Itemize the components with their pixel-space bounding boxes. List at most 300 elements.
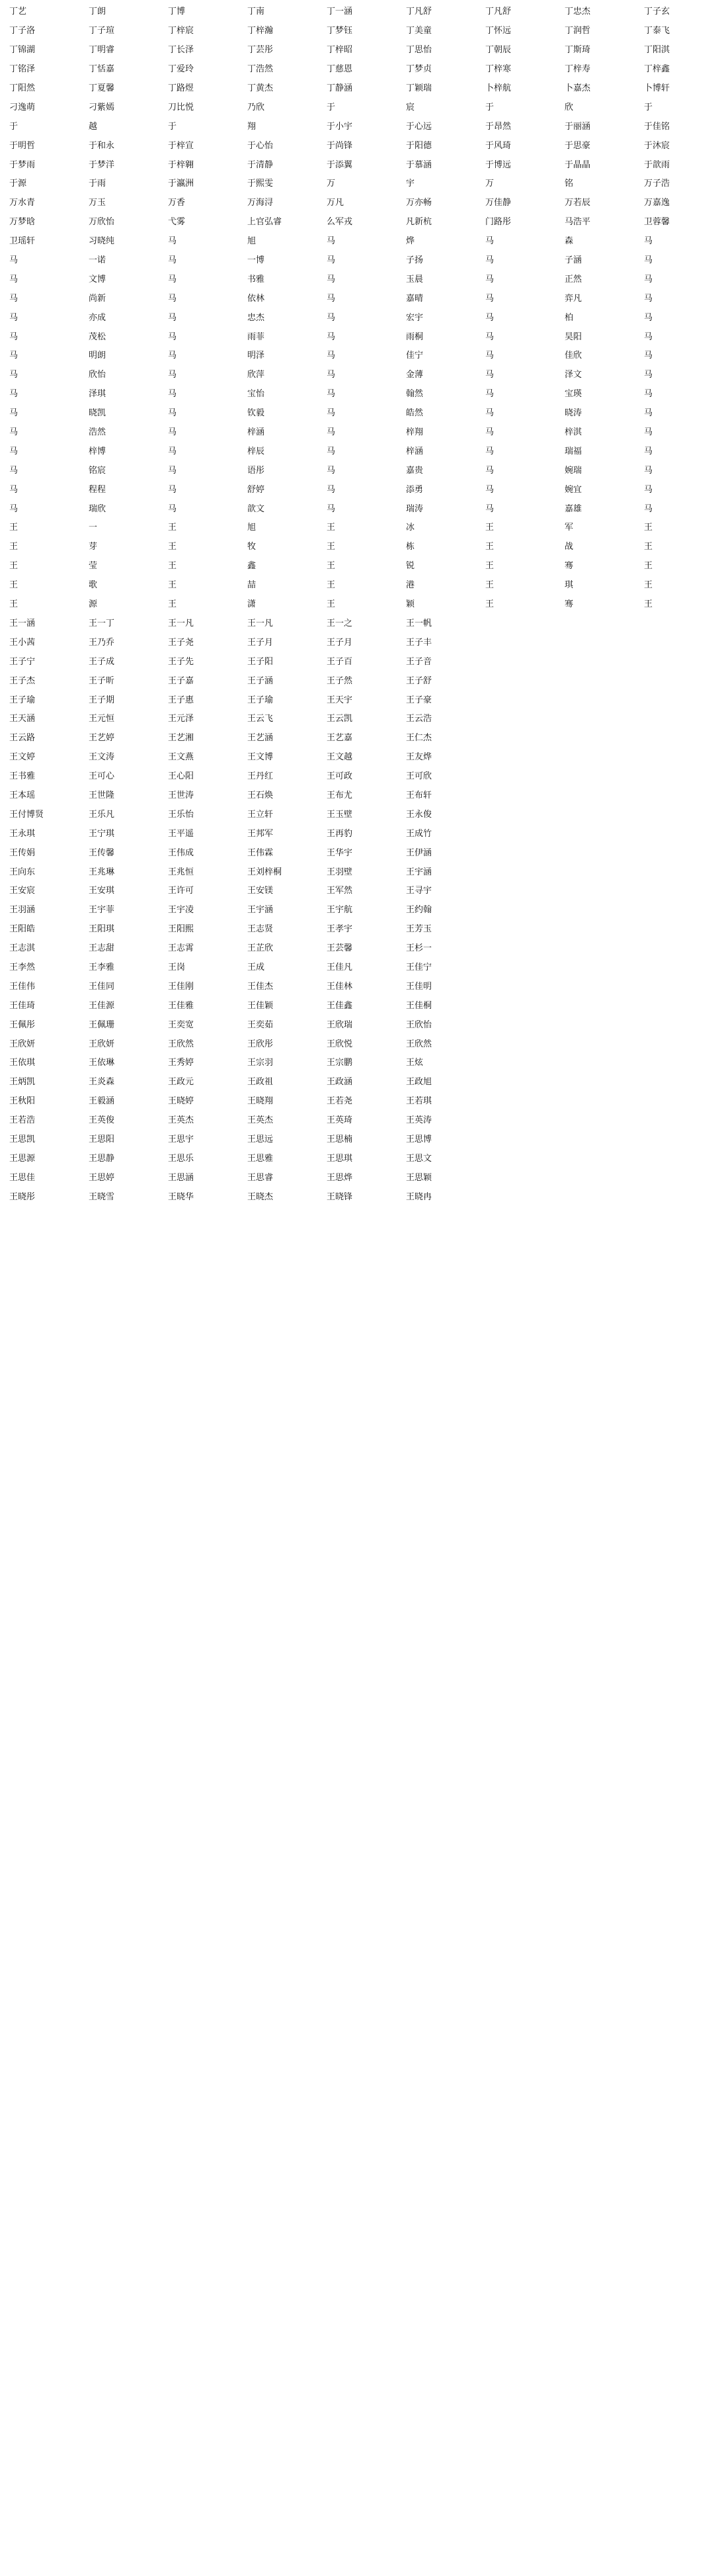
name-cell: 王奕宽 <box>168 1019 194 1030</box>
name-cell: 王文婷 <box>9 752 36 763</box>
name-cell: 军 <box>565 523 574 533</box>
name-cell: 瑞欣 <box>89 503 106 514</box>
name-cell: 万梦晗 <box>9 217 36 228</box>
name-cell: 于明哲 <box>9 140 36 151</box>
name-cell: 王阳熙 <box>168 924 194 935</box>
name-row <box>0 1092 714 1111</box>
name-cell: 栋 <box>406 542 415 552</box>
name-cell: 王宗鹏 <box>327 1058 353 1068</box>
name-cell: 王思楠 <box>327 1134 353 1144</box>
name-cell: 马 <box>644 351 653 361</box>
name-cell: 歌 <box>89 580 98 591</box>
name-cell: 王平遥 <box>168 828 194 839</box>
name-cell: 嘉贵 <box>406 465 424 476</box>
name-cell: 王佳源 <box>89 1000 115 1011</box>
name-cell: 王依琳 <box>89 1058 115 1068</box>
name-cell: 于心远 <box>406 121 432 132</box>
name-cell: 王思睿 <box>247 1172 274 1183</box>
name-cell: 梓辰 <box>247 446 265 456</box>
name-cell: 马 <box>644 274 653 284</box>
name-cell: 忠杰 <box>247 312 265 323</box>
name-cell: 程程 <box>89 484 106 495</box>
name-cell: 王子舒 <box>406 675 432 686</box>
name-cell: 丁忠杰 <box>565 7 591 17</box>
name-cell: 王思烨 <box>327 1172 353 1183</box>
name-cell: 牧 <box>247 542 257 552</box>
name-cell: 万水青 <box>9 198 36 208</box>
name-cell: 卫蓉馨 <box>644 217 670 228</box>
name-cell: 王 <box>9 580 19 591</box>
name-cell: 于丽涵 <box>565 121 591 132</box>
name-cell: 王奕茹 <box>247 1019 274 1030</box>
name-cell: 门路彤 <box>485 217 512 228</box>
name-cell: 王晓婷 <box>168 1096 194 1107</box>
name-cell: 王书雅 <box>9 771 36 782</box>
name-cell: 马 <box>327 370 336 380</box>
name-cell: 于清静 <box>247 159 274 170</box>
name-cell: 皓然 <box>406 408 424 419</box>
name-cell: 于瀛洲 <box>168 179 194 189</box>
name-cell: 子涵 <box>565 255 582 266</box>
name-row <box>0 1035 714 1054</box>
name-cell: 于梦雨 <box>9 159 36 170</box>
name-cell: 马 <box>485 503 495 514</box>
name-cell: 王一帆 <box>406 618 432 628</box>
name-cell: 王艺嘉 <box>327 733 353 744</box>
name-cell: 王思源 <box>9 1153 36 1164</box>
name-cell: 于尚锋 <box>327 140 353 151</box>
name-cell: 喆 <box>247 580 257 591</box>
name-cell: 马 <box>168 408 177 419</box>
name-cell: 王 <box>168 561 177 572</box>
name-cell: 马 <box>644 446 653 456</box>
name-cell: 万香 <box>168 198 186 208</box>
name-cell: 港 <box>406 580 415 591</box>
name-cell: 马 <box>9 465 19 476</box>
name-cell: 欣萍 <box>247 370 265 380</box>
name-cell: 马 <box>327 312 336 323</box>
name-cell: 于昂然 <box>485 121 512 132</box>
name-cell: 马 <box>485 389 495 400</box>
name-row <box>0 901 714 920</box>
name-cell: 王付博贤 <box>9 809 44 820</box>
name-cell: 王元恒 <box>89 714 115 724</box>
name-cell: 丁美童 <box>406 26 432 36</box>
name-row <box>0 1149 714 1168</box>
name-row <box>0 959 714 978</box>
name-row <box>0 442 714 461</box>
name-cell: 于 <box>644 102 653 112</box>
name-cell: 王友烨 <box>406 752 432 763</box>
name-cell: 王安镁 <box>247 886 274 896</box>
name-row <box>0 1073 714 1092</box>
name-row <box>0 843 714 863</box>
name-cell: 梓涵 <box>406 446 424 456</box>
name-cell: 王一凡 <box>247 618 274 628</box>
name-cell: 丁芸彤 <box>247 45 274 56</box>
name-row <box>0 939 714 959</box>
name-cell: 王世隆 <box>89 790 115 800</box>
name-cell: 王成竹 <box>406 828 432 839</box>
name-cell: 王思宇 <box>168 1134 194 1144</box>
name-cell: 王宁琪 <box>89 828 115 839</box>
name-cell: 王艺涵 <box>247 733 274 744</box>
name-row <box>0 461 714 480</box>
name-cell: 王芳玉 <box>406 924 432 935</box>
name-cell: 丁凡舒 <box>406 7 432 17</box>
name-cell: 马 <box>168 293 177 304</box>
name-row <box>0 385 714 404</box>
name-row <box>0 308 714 327</box>
name-cell: 铭宸 <box>89 465 106 476</box>
name-cell: 王永琪 <box>9 828 36 839</box>
name-cell: 卜博轩 <box>644 83 670 93</box>
name-cell: 万欣怡 <box>89 217 115 228</box>
name-cell: 王军然 <box>327 886 353 896</box>
name-cell: 王思颖 <box>406 1172 432 1183</box>
name-row <box>0 787 714 806</box>
name-cell: 王乐凡 <box>89 809 115 820</box>
name-cell: 源 <box>89 599 98 610</box>
name-row <box>0 175 714 194</box>
name-cell: 王 <box>327 580 336 591</box>
name-cell: 王志淇 <box>9 943 36 954</box>
name-cell: 丁博 <box>168 7 186 17</box>
name-cell: 王元泽 <box>168 714 194 724</box>
name-cell: 于 <box>485 102 495 112</box>
name-cell: 语彤 <box>247 465 265 476</box>
name-row <box>0 519 714 538</box>
name-cell: 王佩彤 <box>9 1019 36 1030</box>
name-cell: 马 <box>644 427 653 438</box>
name-cell: 丁梓寒 <box>485 64 512 75</box>
name-cell: 一博 <box>247 255 265 266</box>
name-cell: 王志霄 <box>168 943 194 954</box>
name-cell: 王思远 <box>247 1134 274 1144</box>
name-cell: 冰 <box>406 523 415 533</box>
name-cell: 王 <box>9 561 19 572</box>
name-cell: 马 <box>168 484 177 495</box>
name-cell: 马 <box>168 236 177 247</box>
name-cell: 于心怡 <box>247 140 274 151</box>
name-row <box>0 691 714 710</box>
name-cell: 马 <box>327 351 336 361</box>
name-row <box>0 79 714 99</box>
name-cell: 王布轩 <box>406 790 432 800</box>
name-cell: 丁艺 <box>9 7 27 17</box>
name-cell: 万海浔 <box>247 198 274 208</box>
name-cell: 丁长泽 <box>168 45 194 56</box>
name-cell: 王晓彤 <box>9 1191 36 1202</box>
name-cell: 王一之 <box>327 618 353 628</box>
name-cell: 于 <box>9 121 19 132</box>
name-row <box>0 251 714 271</box>
name-cell: 于梓翱 <box>168 159 194 170</box>
name-cell: 王向东 <box>9 867 36 877</box>
name-cell: 马 <box>644 236 653 247</box>
name-cell: 雨桐 <box>406 331 424 342</box>
name-row <box>0 710 714 729</box>
name-cell: 王传娟 <box>9 847 36 858</box>
name-cell: 柏 <box>565 312 574 323</box>
name-cell: 晓涛 <box>565 408 582 419</box>
name-cell: 王乐怡 <box>168 809 194 820</box>
name-cell: 马 <box>485 255 495 266</box>
name-cell: 王欣然 <box>168 1039 194 1049</box>
name-cell: 马 <box>644 465 653 476</box>
name-cell: 王炎森 <box>89 1077 115 1088</box>
name-grid <box>0 0 714 1207</box>
name-cell: 王 <box>327 599 336 610</box>
name-cell: 丁朗 <box>89 7 106 17</box>
name-cell: 王欣妍 <box>9 1039 36 1049</box>
name-row <box>0 404 714 423</box>
name-cell: 王可欣 <box>406 771 432 782</box>
name-cell: 马 <box>644 484 653 495</box>
name-cell: 王可心 <box>89 771 115 782</box>
name-cell: 王子然 <box>327 675 353 686</box>
name-cell: 王佳林 <box>327 981 353 992</box>
name-cell: 王一丁 <box>89 618 115 628</box>
name-cell: 马 <box>168 351 177 361</box>
name-cell: 于源 <box>9 179 27 189</box>
name-cell: 卫瑶轩 <box>9 236 36 247</box>
name-cell: 万亦畅 <box>406 198 432 208</box>
name-cell: 马 <box>327 274 336 284</box>
name-cell: 王云浩 <box>406 714 432 724</box>
name-cell: 王乃乔 <box>89 637 115 648</box>
name-cell: 丁润哲 <box>565 26 591 36</box>
name-cell: 马 <box>327 484 336 495</box>
name-cell: 马 <box>644 370 653 380</box>
name-cell: 刁紫嫣 <box>89 102 115 112</box>
name-cell: 晓凯 <box>89 408 106 419</box>
name-cell: 莹 <box>89 561 98 572</box>
name-cell: 丁梓瀚 <box>247 26 274 36</box>
name-row <box>0 1054 714 1073</box>
name-cell: 丁路煜 <box>168 83 194 93</box>
name-cell: 马 <box>9 274 19 284</box>
name-cell: 马浩平 <box>565 217 591 228</box>
name-row <box>0 996 714 1015</box>
name-cell: 王云路 <box>9 733 36 744</box>
name-row <box>0 22 714 41</box>
name-cell: 王子丰 <box>406 637 432 648</box>
name-cell: 王传馨 <box>89 847 115 858</box>
name-cell: 丁子洛 <box>9 26 36 36</box>
name-cell: 王思乐 <box>168 1153 194 1164</box>
name-cell: 王子惠 <box>168 695 194 705</box>
name-cell: 王永俊 <box>406 809 432 820</box>
name-cell: 王依琪 <box>9 1058 36 1068</box>
name-cell: 王文越 <box>327 752 353 763</box>
name-cell: 马 <box>485 427 495 438</box>
name-cell: 王再豹 <box>327 828 353 839</box>
name-cell: 王佩珊 <box>89 1019 115 1030</box>
name-cell: 王世涛 <box>168 790 194 800</box>
name-cell: 马 <box>644 503 653 514</box>
name-cell: 王 <box>644 561 653 572</box>
name-cell: 王佳琦 <box>9 1000 36 1011</box>
name-cell: 于阳德 <box>406 140 432 151</box>
name-cell: 丁朝辰 <box>485 45 512 56</box>
name-row <box>0 748 714 767</box>
name-cell: 王若尧 <box>327 1096 353 1107</box>
name-cell: 王布尤 <box>327 790 353 800</box>
name-cell: 王 <box>485 599 495 610</box>
name-cell: 王子涵 <box>247 675 274 686</box>
name-cell: 马 <box>485 465 495 476</box>
name-cell: 王炫 <box>406 1058 424 1068</box>
name-cell: 亦成 <box>89 312 106 323</box>
name-cell: 王思阳 <box>89 1134 115 1144</box>
name-cell: 明泽 <box>247 351 265 361</box>
name-cell: 马 <box>485 274 495 284</box>
name-cell: 森 <box>565 236 574 247</box>
name-cell: 万嘉逸 <box>644 198 670 208</box>
name-cell: 卜嘉杰 <box>565 83 591 93</box>
name-row <box>0 652 714 671</box>
name-cell: 王 <box>9 523 19 533</box>
name-row <box>0 232 714 251</box>
name-cell: 王佳雅 <box>168 1000 194 1011</box>
name-cell: 于小宇 <box>327 121 353 132</box>
name-cell: 王宇涵 <box>247 905 274 916</box>
name-cell: 王文博 <box>247 752 274 763</box>
name-cell: 王子瑜 <box>9 695 36 705</box>
name-cell: 于晶晶 <box>565 159 591 170</box>
name-cell: 潇 <box>247 599 257 610</box>
name-cell: 王 <box>168 542 177 552</box>
name-cell: 文博 <box>89 274 106 284</box>
name-cell: 佳宁 <box>406 351 424 361</box>
name-cell: 欣 <box>565 102 574 112</box>
name-cell: 马 <box>327 255 336 266</box>
name-cell: 王晓翔 <box>247 1096 274 1107</box>
name-cell: 于慕涵 <box>406 159 432 170</box>
name-cell: 王政元 <box>168 1077 194 1088</box>
name-cell: 马 <box>327 293 336 304</box>
name-cell: 丁锦湖 <box>9 45 36 56</box>
name-cell: 马 <box>9 427 19 438</box>
name-cell: 王 <box>9 542 19 552</box>
name-cell: 王李然 <box>9 962 36 972</box>
name-cell: 王 <box>644 599 653 610</box>
name-cell: 王 <box>644 523 653 533</box>
name-cell: 刀比悦 <box>168 102 194 112</box>
name-cell: 浩然 <box>89 427 106 438</box>
name-cell: 王文涛 <box>89 752 115 763</box>
name-cell: 王 <box>644 542 653 552</box>
name-cell: 王芸馨 <box>327 943 353 954</box>
name-cell: 马 <box>9 331 19 342</box>
name-cell: 马 <box>9 351 19 361</box>
name-row <box>0 1168 714 1187</box>
name-cell: 于和永 <box>89 140 115 151</box>
name-cell: 王伟成 <box>168 847 194 858</box>
name-cell: 王英杰 <box>168 1115 194 1126</box>
name-cell: 马 <box>168 446 177 456</box>
name-cell: 于添翼 <box>327 159 353 170</box>
name-cell: 王艺婷 <box>89 733 115 744</box>
name-cell: 丁阳淇 <box>644 45 670 56</box>
name-cell: 王 <box>9 599 19 610</box>
name-row <box>0 595 714 615</box>
name-cell: 王欣妍 <box>89 1039 115 1049</box>
name-row <box>0 1015 714 1035</box>
name-cell: 王一凡 <box>168 618 194 628</box>
name-cell: 丁梓昭 <box>327 45 353 56</box>
name-row <box>0 671 714 691</box>
name-cell: 万 <box>485 179 495 189</box>
name-cell: 于博远 <box>485 159 512 170</box>
name-cell: 王许可 <box>168 886 194 896</box>
name-cell: 王志贤 <box>247 924 274 935</box>
name-row <box>0 60 714 79</box>
name-cell: 芽 <box>89 542 98 552</box>
name-cell: 王思文 <box>406 1153 432 1164</box>
name-cell: 嘉晴 <box>406 293 424 304</box>
name-cell: 茂松 <box>89 331 106 342</box>
name-cell: 王佳明 <box>406 981 432 992</box>
name-cell: 丁梦贞 <box>406 64 432 75</box>
name-cell: 王欣悦 <box>327 1039 353 1049</box>
name-cell: 王炳凯 <box>9 1077 36 1088</box>
name-cell: 王秋阳 <box>9 1096 36 1107</box>
name-cell: 王佳凡 <box>327 962 353 972</box>
name-cell: 颖 <box>406 599 415 610</box>
name-cell: 王佳刚 <box>168 981 194 992</box>
name-cell: 王立轩 <box>247 809 274 820</box>
name-cell: 卜梓航 <box>485 83 512 93</box>
name-cell: 王思涵 <box>168 1172 194 1183</box>
name-row <box>0 3 714 22</box>
name-row <box>0 270 714 289</box>
name-row <box>0 977 714 996</box>
name-cell: 马 <box>485 293 495 304</box>
name-cell: 依林 <box>247 293 265 304</box>
name-cell: 宝瑛 <box>565 389 582 400</box>
name-cell: 王羽涵 <box>9 905 36 916</box>
name-row <box>0 213 714 232</box>
name-row <box>0 499 714 519</box>
name-cell: 王 <box>327 561 336 572</box>
name-cell: 歆文 <box>247 503 265 514</box>
name-cell: 马 <box>644 293 653 304</box>
name-cell: 王 <box>168 599 177 610</box>
name-row <box>0 136 714 155</box>
name-cell: 烨 <box>406 236 415 247</box>
name-cell: 丁夏馨 <box>89 83 115 93</box>
name-cell: 王寻宇 <box>406 886 432 896</box>
name-row <box>0 1131 714 1150</box>
name-cell: 王岗 <box>168 962 186 972</box>
name-cell: 王子杰 <box>9 675 36 686</box>
name-cell: 骞 <box>565 561 574 572</box>
name-cell: 万凡 <box>327 198 344 208</box>
name-cell: 于雨 <box>89 179 106 189</box>
name-cell: 鑫 <box>247 561 257 572</box>
name-cell: 马 <box>9 389 19 400</box>
name-cell: 王欣彤 <box>247 1039 274 1049</box>
name-cell: 马 <box>9 370 19 380</box>
name-cell: 梓淇 <box>565 427 582 438</box>
name-cell: 王石焕 <box>247 790 274 800</box>
name-cell: 战 <box>565 542 574 552</box>
name-cell: 欣怡 <box>89 370 106 380</box>
name-cell: 马 <box>327 408 336 419</box>
name-cell: 王 <box>485 542 495 552</box>
